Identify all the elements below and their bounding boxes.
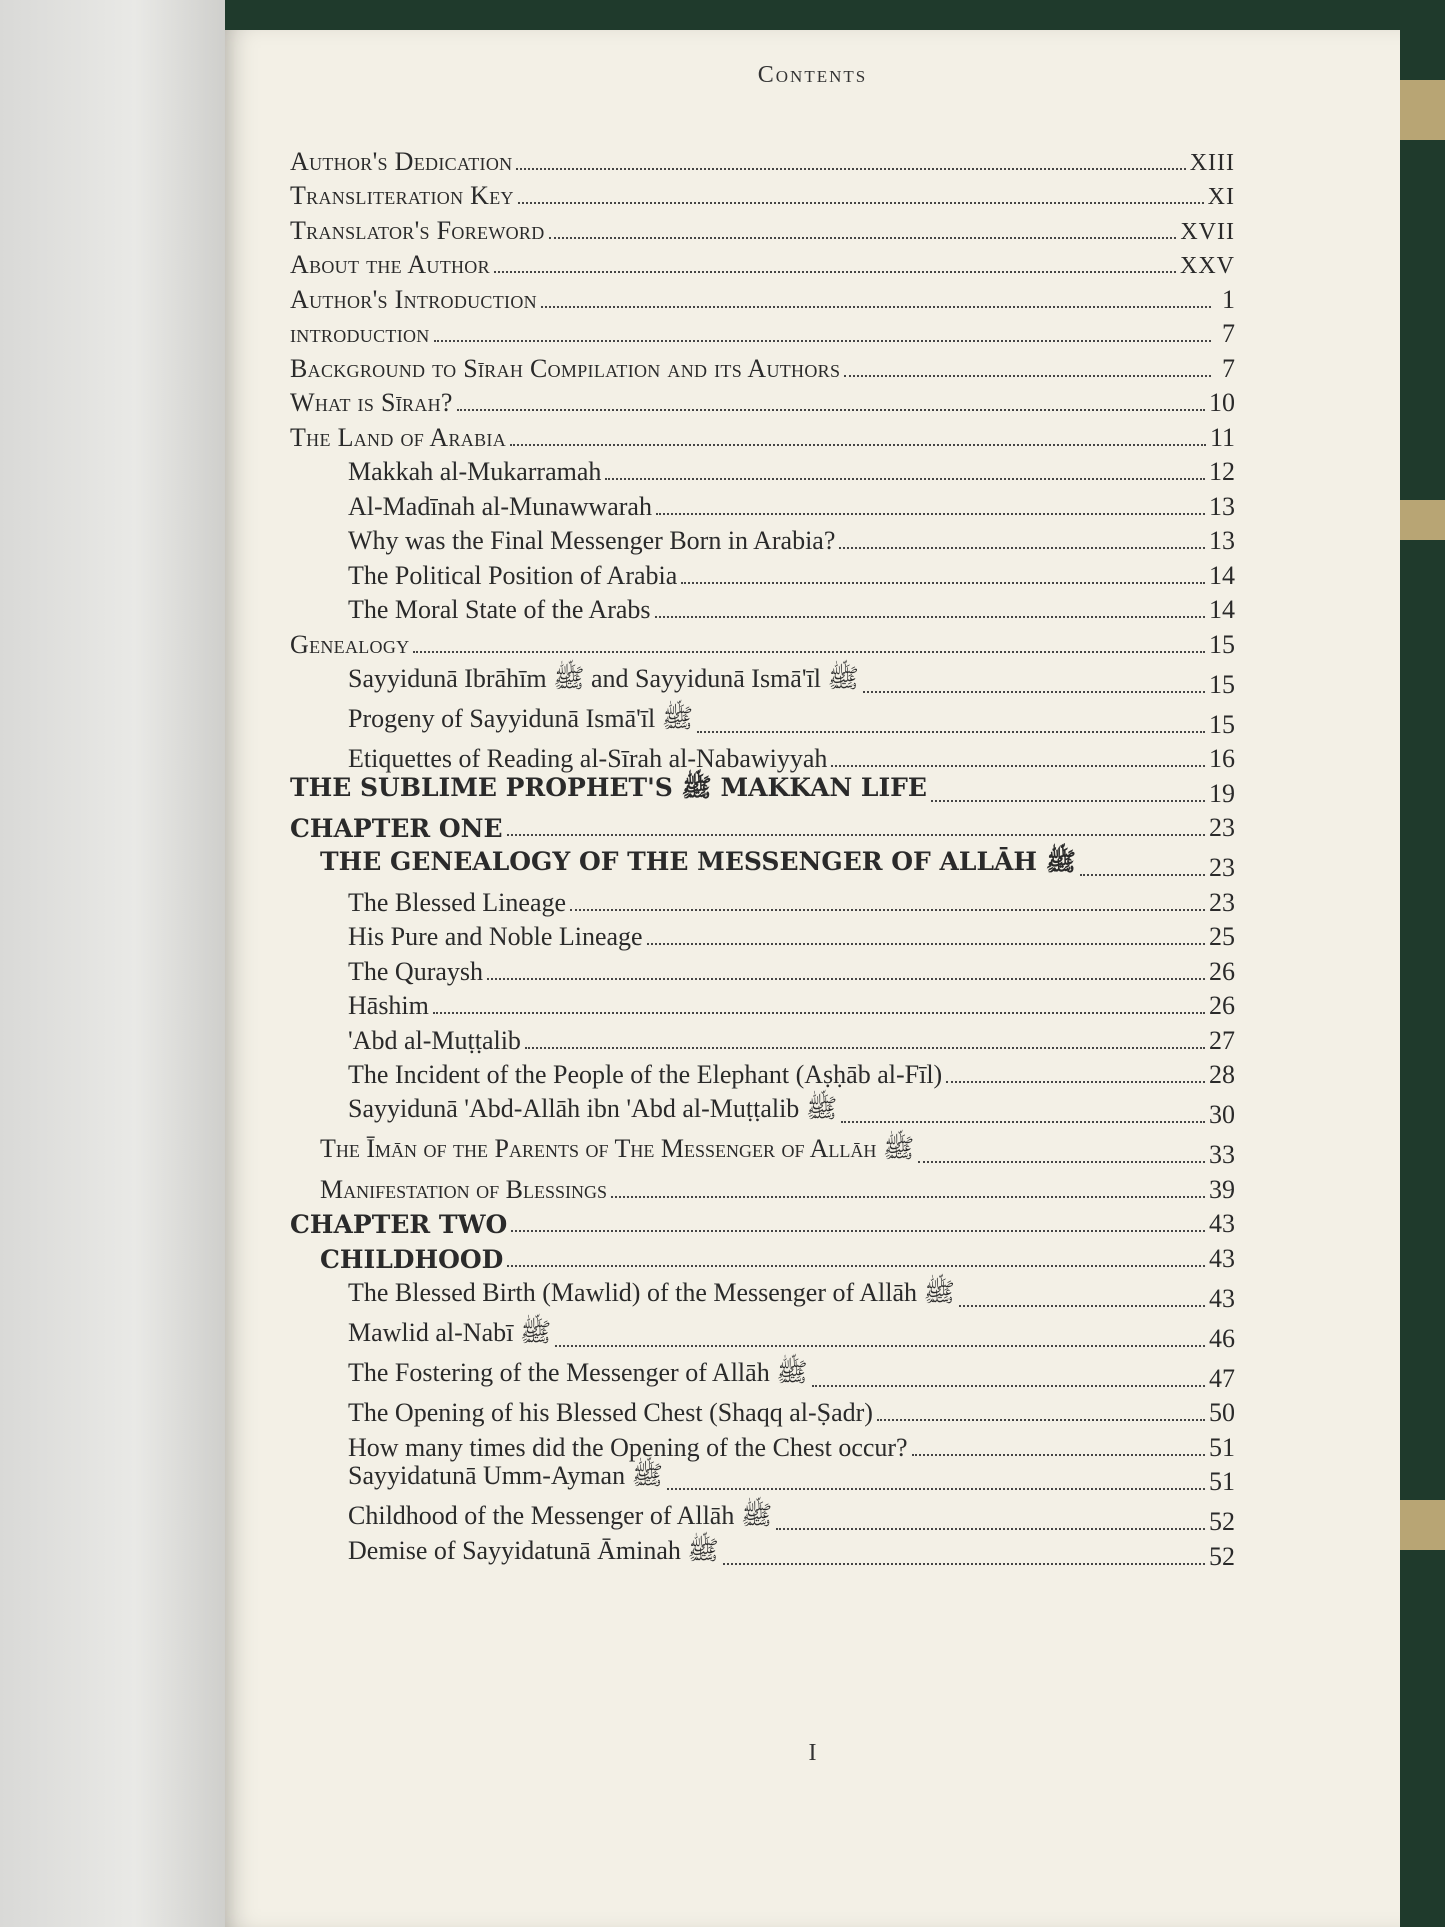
dot-leader bbox=[507, 834, 1205, 836]
toc-entry bbox=[290, 660, 1235, 700]
toc-entry-title: Sayyidunā Ibrāhīm ﷺ and Sayyidunā Ismā'īl ﷺ bbox=[348, 663, 859, 693]
toc-entry bbox=[290, 774, 1235, 809]
toc-entry-title: The Blessed Lineage bbox=[348, 887, 567, 917]
toc-entry-page: 51 bbox=[1209, 1432, 1235, 1462]
toc-entry-page: 43 bbox=[1209, 1243, 1235, 1273]
toc-entry-title: The Opening of his Blessed Chest (Shaqq al-Ṣadr) bbox=[348, 1398, 873, 1427]
toc-entry-title: His Pure and Noble Lineage bbox=[348, 922, 643, 951]
toc-entry-page: 52 bbox=[1209, 1507, 1235, 1536]
contents-page bbox=[225, 30, 1400, 1927]
toc-entry-title: About the Author bbox=[290, 250, 490, 279]
toc-entry-title: Al-Madīnah al-Munawwarah bbox=[348, 491, 652, 521]
toc-entry bbox=[290, 453, 1235, 488]
toc-entry-page: 14 bbox=[1209, 595, 1235, 624]
dot-leader bbox=[525, 1047, 1205, 1049]
toc-entry bbox=[290, 625, 1235, 660]
dot-leader bbox=[655, 616, 1205, 618]
toc-entry-title: The Moral State of the Arabs bbox=[348, 595, 651, 624]
toc-entry-title: Childhood of the Messenger of Allāh ﷺ bbox=[348, 1501, 773, 1530]
toc-entry-page: 23 bbox=[1209, 853, 1235, 882]
toc-entry-title: Makkah al-Mukarramah bbox=[348, 457, 602, 486]
dot-leader bbox=[681, 582, 1205, 584]
toc-entry-page: 30 bbox=[1209, 1100, 1235, 1129]
toc-entry-title: The Incident of the People of the Elephant (Aṣḥāb al-Fīl) bbox=[348, 1060, 943, 1089]
dot-leader bbox=[457, 409, 1205, 411]
toc-entry-page: 23 bbox=[1209, 887, 1235, 917]
toc-entry-page: 50 bbox=[1209, 1398, 1235, 1427]
toc-entry-page: 13 bbox=[1209, 491, 1235, 521]
toc-entry-page: 7 bbox=[1222, 353, 1235, 383]
toc-entry bbox=[290, 883, 1235, 918]
toc-entry bbox=[290, 1239, 1235, 1274]
toc-entry-title: How many times did the Opening of the Chest occur? bbox=[348, 1432, 908, 1462]
carpet-stripe bbox=[1395, 500, 1445, 540]
toc-entry bbox=[290, 211, 1235, 246]
toc-entry-page: 13 bbox=[1209, 526, 1235, 555]
toc-entry bbox=[290, 556, 1235, 591]
toc-entry-title: Why was the Final Messenger Born in Arabia? bbox=[348, 526, 836, 555]
toc-entry-title: Manifestation of Blessings bbox=[320, 1174, 608, 1204]
dot-leader bbox=[697, 731, 1205, 733]
dot-leader bbox=[611, 1196, 1205, 1198]
dot-leader bbox=[723, 1563, 1205, 1565]
toc-entry-title: Genealogy bbox=[290, 629, 410, 659]
toc-entry bbox=[290, 1130, 1235, 1170]
toc-entry bbox=[290, 1205, 1235, 1240]
toc-entry-title: CHAPTER ONE bbox=[290, 814, 503, 843]
dot-leader bbox=[841, 1121, 1205, 1123]
left-page bbox=[0, 0, 225, 1927]
toc-entry-page: 10 bbox=[1209, 388, 1235, 417]
toc-entry bbox=[290, 1428, 1235, 1463]
dot-leader bbox=[507, 1265, 1205, 1267]
toc-entry-title: What is Sīrah? bbox=[290, 388, 453, 417]
toc-entry-page: 15 bbox=[1209, 629, 1235, 659]
toc-entry bbox=[290, 487, 1235, 522]
toc-entry-page: 43 bbox=[1209, 1283, 1235, 1313]
toc-entry bbox=[290, 315, 1235, 350]
toc-entry bbox=[290, 987, 1235, 1022]
toc-entry bbox=[290, 1314, 1235, 1354]
toc-entry-title: introduction bbox=[290, 319, 430, 348]
dot-leader bbox=[494, 271, 1176, 273]
dot-leader bbox=[946, 1081, 1205, 1083]
toc-entry-page: 47 bbox=[1209, 1363, 1235, 1393]
toc-entry-title: Author's Dedication bbox=[290, 146, 513, 176]
toc-entry bbox=[290, 177, 1235, 212]
toc-entry-page: 23 bbox=[1209, 813, 1235, 842]
toc-entry bbox=[290, 418, 1235, 453]
toc-entry bbox=[290, 280, 1235, 315]
toc-entry-page: 11 bbox=[1209, 422, 1235, 452]
dot-leader bbox=[656, 513, 1205, 515]
toc-entry bbox=[290, 246, 1235, 281]
toc-entry-page: 16 bbox=[1209, 744, 1235, 773]
toc-entry-title: Background to Sīrah Compilation and its Authors bbox=[290, 353, 841, 383]
toc-entry-page: 52 bbox=[1209, 1541, 1235, 1571]
carpet-stripe bbox=[1395, 1500, 1445, 1550]
toc-entry-page: 15 bbox=[1209, 709, 1235, 739]
dot-leader bbox=[839, 547, 1205, 549]
toc-entry bbox=[290, 952, 1235, 987]
toc-entry bbox=[290, 1021, 1235, 1056]
dot-leader bbox=[831, 765, 1205, 767]
toc-entry-title: 'Abd al-Muṭṭalib bbox=[348, 1025, 521, 1055]
dot-leader bbox=[487, 978, 1205, 980]
toc-entry bbox=[290, 809, 1235, 844]
dot-leader bbox=[511, 1230, 1205, 1232]
toc-entry-title: CHILDHOOD bbox=[320, 1244, 504, 1274]
dot-leader bbox=[549, 237, 1177, 239]
toc-entry-title: THE GENEALOGY OF THE MESSENGER OF ALLĀH ﷺ bbox=[320, 847, 1076, 876]
toc-entry-title: THE SUBLIME PROPHET'S ﷺ MAKKAN LIFE bbox=[290, 772, 927, 802]
toc-entry-page: 25 bbox=[1209, 922, 1235, 951]
toc-entry-title: Sayyidatunā Umm-Ayman ﷺ bbox=[348, 1461, 663, 1490]
toc-entry-title: Translator's Foreword bbox=[290, 215, 545, 245]
dot-leader bbox=[844, 375, 1211, 377]
toc-entry-title: Demise of Sayyidatunā Āminah ﷺ bbox=[348, 1535, 719, 1565]
dot-leader bbox=[918, 1161, 1205, 1163]
toc-entry-title: Sayyidunā 'Abd-Allāh ibn 'Abd al-Muṭṭalib ﷺ bbox=[348, 1094, 838, 1123]
toc-entry-page: 51 bbox=[1209, 1467, 1235, 1496]
toc-entry-title: Author's Introduction bbox=[290, 284, 537, 314]
toc-entry bbox=[290, 1274, 1235, 1314]
dot-leader bbox=[912, 1454, 1205, 1456]
dot-leader bbox=[433, 1012, 1205, 1014]
toc-entry bbox=[290, 740, 1235, 775]
toc-entry bbox=[290, 918, 1235, 953]
toc-entry-title: Etiquettes of Reading al-Sīrah al-Nabawiyyah bbox=[348, 744, 828, 773]
toc-entry bbox=[290, 1537, 1235, 1572]
toc-entry bbox=[290, 843, 1235, 883]
dot-leader bbox=[541, 306, 1211, 308]
toc-entry-page: 26 bbox=[1209, 956, 1235, 986]
toc-entry-page: 15 bbox=[1209, 669, 1235, 699]
toc-entry-page: 43 bbox=[1209, 1209, 1235, 1238]
dot-leader bbox=[413, 651, 1205, 653]
toc-entry-page: 46 bbox=[1209, 1323, 1235, 1353]
toc-entry-page: 27 bbox=[1209, 1025, 1235, 1055]
dot-leader bbox=[776, 1528, 1205, 1530]
dot-leader bbox=[605, 478, 1205, 480]
toc-entry-title: CHAPTER TWO bbox=[290, 1210, 508, 1239]
dot-leader bbox=[667, 1488, 1205, 1490]
toc-entry-title: Progeny of Sayyidunā Ismā'īl ﷺ bbox=[348, 703, 694, 733]
dot-leader bbox=[516, 168, 1185, 170]
toc-entry bbox=[290, 1394, 1235, 1429]
toc-entry-page: 19 bbox=[1209, 778, 1235, 808]
toc-entry bbox=[290, 700, 1235, 740]
dot-leader bbox=[510, 444, 1206, 446]
toc-entry-title: The Īmān of the Parents of The Messenger of Allāh ﷺ bbox=[320, 1134, 915, 1163]
dot-leader bbox=[812, 1385, 1205, 1387]
toc-entry-title: The Quraysh bbox=[348, 956, 484, 986]
dot-leader bbox=[518, 202, 1204, 204]
toc-entry bbox=[290, 591, 1235, 626]
toc-entry-title: Mawlid al-Nabī ﷺ bbox=[348, 1317, 552, 1347]
toc-entry bbox=[290, 349, 1235, 384]
toc-entry bbox=[290, 1170, 1235, 1205]
toc-entry-page: 39 bbox=[1209, 1174, 1235, 1204]
toc-entry-page: 33 bbox=[1209, 1140, 1235, 1169]
dot-leader bbox=[555, 1345, 1205, 1347]
toc-entry-title: Transliteration Key bbox=[290, 181, 514, 210]
dot-leader bbox=[877, 1419, 1205, 1421]
page-number-footer: I bbox=[808, 1740, 817, 1766]
toc-entry-page: 1 bbox=[1222, 284, 1235, 314]
toc-entry-page: 26 bbox=[1209, 991, 1235, 1020]
dot-leader bbox=[434, 340, 1211, 342]
toc-entry bbox=[290, 1497, 1235, 1537]
toc-entry-page: XI bbox=[1207, 184, 1235, 210]
toc-entry bbox=[290, 142, 1235, 177]
toc-entry-page: 14 bbox=[1209, 560, 1235, 590]
toc-entry bbox=[290, 522, 1235, 557]
toc-entry-page: 28 bbox=[1209, 1060, 1235, 1089]
toc-entry-title: Hāshim bbox=[348, 991, 429, 1020]
toc-entry-page: 12 bbox=[1209, 457, 1235, 486]
page-header: Contents bbox=[757, 62, 868, 88]
carpet-stripe bbox=[1395, 80, 1445, 140]
toc-entry-title: The Blessed Birth (Mawlid) of the Messenger of Allāh ﷺ bbox=[348, 1277, 955, 1307]
dot-leader bbox=[570, 909, 1205, 911]
dot-leader bbox=[647, 943, 1205, 945]
toc-entry bbox=[290, 1463, 1235, 1498]
toc-entry bbox=[290, 1056, 1235, 1091]
toc-entry-title: The Land of Arabia bbox=[290, 422, 507, 452]
dot-leader bbox=[959, 1305, 1205, 1307]
dot-leader bbox=[863, 691, 1205, 693]
table-of-contents bbox=[290, 142, 1235, 1572]
dot-leader bbox=[1080, 874, 1205, 876]
toc-entry bbox=[290, 1354, 1235, 1394]
toc-entry-page: XVII bbox=[1180, 218, 1235, 245]
toc-entry-page: XIII bbox=[1189, 149, 1235, 176]
toc-entry-page: 7 bbox=[1222, 319, 1235, 348]
toc-entry bbox=[290, 1090, 1235, 1130]
toc-entry bbox=[290, 384, 1235, 419]
toc-entry-title: The Political Position of Arabia bbox=[348, 560, 678, 590]
toc-entry-title: The Fostering of the Messenger of Allāh ﷺ bbox=[348, 1357, 808, 1387]
dot-leader bbox=[931, 800, 1205, 802]
toc-entry-page: XXV bbox=[1180, 253, 1235, 279]
